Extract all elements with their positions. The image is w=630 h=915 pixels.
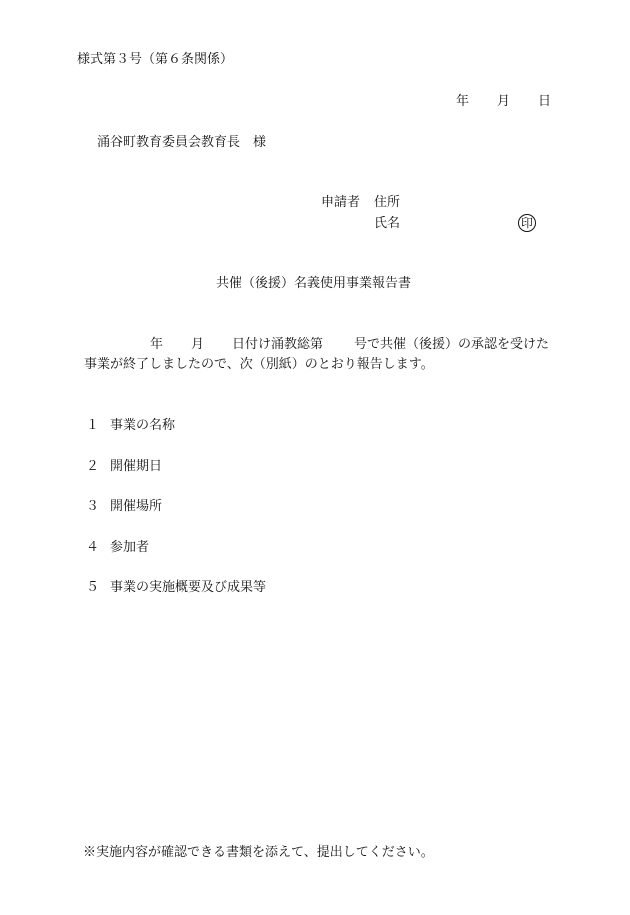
body-rest-text: 号で共催（後援）の承認を受けた	[354, 337, 550, 352]
date-month-label: 月	[497, 94, 511, 109]
seal-mark	[518, 214, 536, 232]
body-month-label: 月	[191, 337, 205, 352]
item-4-label: 参加者	[110, 540, 150, 555]
item-2-label: 開催期日	[110, 459, 163, 474]
body-line-2: 事業が終了しましたので、次（別紙）のとおり報告します。	[84, 357, 434, 372]
date-year-label: 年	[456, 94, 470, 109]
applicant-label: 申請者	[321, 195, 361, 210]
item-3-label: 開催場所	[110, 499, 163, 514]
item-5-label: 事業の実施概要及び成果等	[110, 580, 267, 595]
item-1-label: 事業の名称	[110, 418, 176, 433]
document-title: 共催（後援）名義使用事業報告書	[216, 276, 412, 291]
item-4-number: ４	[86, 540, 100, 555]
item-3-number: ３	[86, 499, 100, 514]
body-year-label: 年	[150, 337, 164, 352]
addressee: 涌谷町教育委員会教育長 様	[97, 135, 267, 150]
item-2-number: ２	[86, 459, 100, 474]
applicant-address-label: 住所	[374, 195, 401, 210]
applicant-name-label: 氏名	[374, 216, 401, 231]
seal-mark-text: 印	[518, 214, 536, 232]
item-5-number: ５	[86, 580, 100, 595]
body-day-text: 日付け涌教総第	[232, 337, 324, 352]
footnote: ※実施内容が確認できる書類を添えて、提出してください。	[83, 845, 434, 860]
item-1-number: １	[86, 418, 100, 433]
date-day-label: 日	[538, 94, 552, 109]
form-number: 様式第３号（第６条関係）	[77, 52, 234, 67]
